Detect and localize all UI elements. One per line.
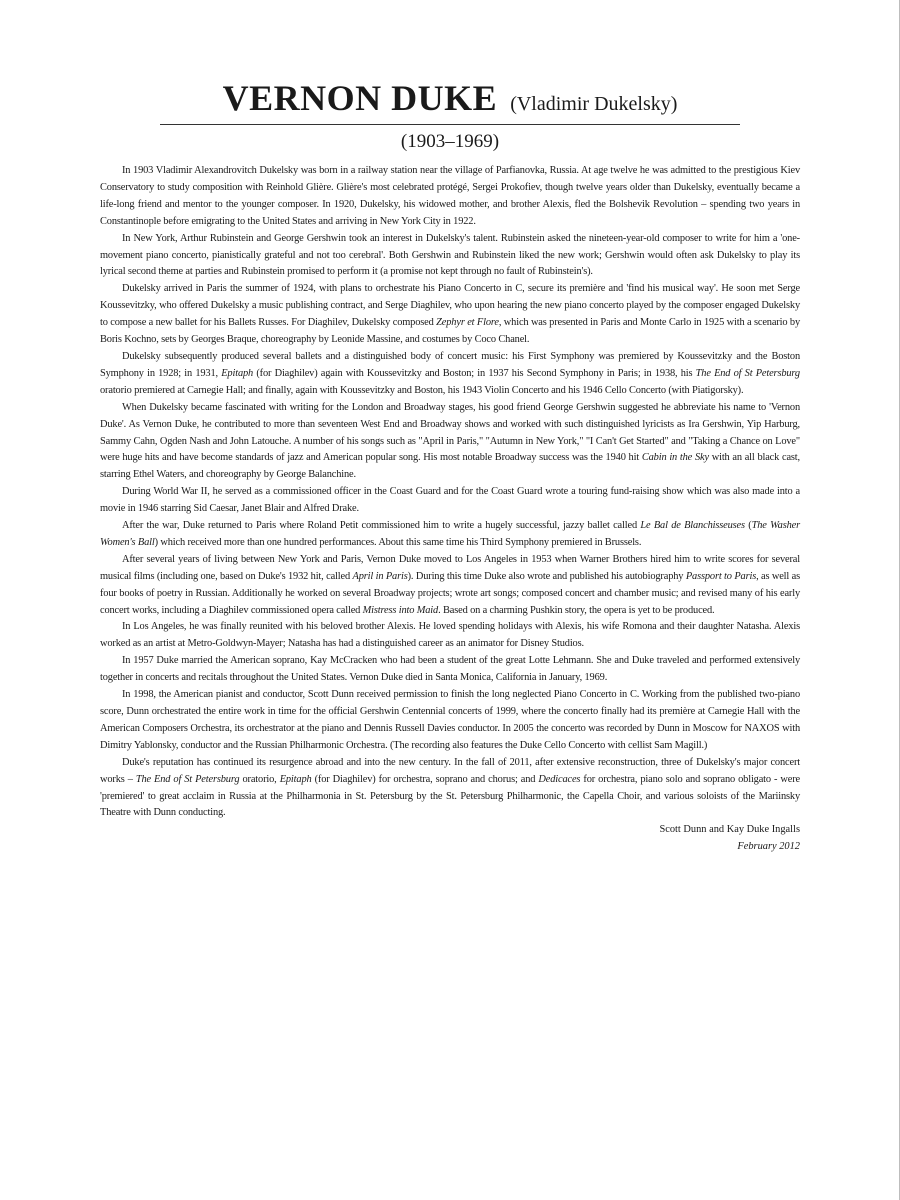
work-title: Mistress into Maid xyxy=(362,604,439,616)
work-title: Passport to Paris xyxy=(685,570,757,582)
text: Dukelsky arrived in Paris the summer of 1924, with plans to orchestrate his Piano Concerto in C, secure its première and 'find his musical way'. He soon met Serge Koussevitzky, who offered Dukelsky a music publishing contract, and Serge Diaghilev, who upon hearing the new piano concerto played by the composer engaged Dukelsky to compose a new ballet for his Ballets Russes. For Diaghilev, Dukelsky composed xyxy=(100,283,800,329)
signature-date: February 2012 xyxy=(737,841,800,853)
biography-text xyxy=(100,163,800,822)
text: , which was presented in Paris and Monte Carlo in 1925 with a scenario by Boris Kochno, sets by Georges Braque, choreography by Leonide Massine, and costumes by Coco Chanel. xyxy=(100,317,800,346)
text: Duke's reputation has continued its resurgence abroad and into the new century. In the fall of 2011, after extensive reconstruction, three of Dukelsky's major concert works – xyxy=(100,756,800,785)
paragraph-8 xyxy=(100,552,800,620)
work-title: The End of St Petersburg xyxy=(135,773,240,785)
signature-block xyxy=(100,822,800,856)
work-title: Le Bal de Blanchisseuses xyxy=(640,520,745,532)
text: During World War II, he served as a commissioned officer in the Coast Guard and for the Coast Guard wrote a touring fund-raising show which was also made into a movie in 1946 starring Sid Caesar, Janet Blair and Alfred Drake. xyxy=(100,486,800,515)
work-title: Cabin in the Sky xyxy=(641,452,709,464)
work-title: Dedicaces xyxy=(538,773,581,785)
work-title: Epitaph xyxy=(221,367,254,379)
text: ( xyxy=(744,520,752,532)
text: with an all black cast, starring Ethel Waters, and choreography by George Balanchine. xyxy=(100,452,800,481)
title-rule xyxy=(160,124,740,125)
page-title xyxy=(100,80,800,116)
text: (for Diaghilev) for orchestra, soprano and chorus; and xyxy=(311,773,539,785)
paragraph-5 xyxy=(100,400,800,485)
text: ) which received more than one hundred performances. About this same time his Third Symphony premiered in Brussels. xyxy=(154,536,642,548)
text: , as well as four books of poetry in Russian. Additionally he worked on several Broadway projects; wrote art songs; composed concert and chamber music; and revised many of his early concert works, including a Diaghilev commissioned opera called xyxy=(100,570,800,616)
paragraph-6 xyxy=(100,484,800,518)
text: In 1998, the American pianist and conductor, Scott Dunn received permission to finish the long neglected Piano Concerto in C. Working from the published two-piano score, Dunn orchestrated the entire work in time for the official Gershwin Centennial concerts of 1999, where the concerto finally had its première at Carnegie Hall with the American Composers Orchestra, its orchestrator at the piano and Dennis Russell Davies conductor. In 2005 the concerto was recorded by Dunn in Moscow for NAXOS with Dimitry Yablonsky, conductor and the Russian Philharmonic Orchestra. (The recording also features the Duke Cello Concerto with cellist Sam Magill.) xyxy=(100,689,800,751)
signature-authors: Scott Dunn and Kay Duke Ingalls xyxy=(659,824,800,836)
paragraph-10 xyxy=(100,653,800,687)
text: oratorio, xyxy=(239,773,280,785)
work-title: The End of St Petersburg xyxy=(695,367,800,379)
text: (for Diaghilev) again with Koussevitzky and Boston; in 1937 his Second Symphony in Paris; in 1938, his xyxy=(253,367,696,379)
text: In 1903 Vladimir Alexandrovitch Dukelsky was born in a railway station near the village of Parfianovka, Russia. At age twelve he was admitted to the prestigious Kiev Conservatory to study composition with Reinhold Glière. Glière's most celebrated protégé, Sergei Prokofiev, though twelve years older than Dukelsky, eventually became a life-long friend and mentor to the younger composer. In 1920, Dukelsky, his widowed mother, and brother Alexis, fled the Bolshevik Revolution – spending two years in Constantinople before emigrating to the United States and arriving in New York City in 1922. xyxy=(100,165,800,227)
paragraph-12 xyxy=(100,755,800,823)
text: In New York, Arthur Rubinstein and George Gershwin took an interest in Dukelsky's talent. Rubinstein asked the nineteen-year-old composer to write for him a 'one-movement piano concerto, pianistically grateful and not too cerebral'. Both Gershwin and Rubinstein liked the new work; Gershwin would often ask Dukelsky to play its lyrical second theme at parties and Rubinstein promised to perform it (a promise not kept through no fault of Rubinstein's). xyxy=(100,232,800,278)
paragraph-1 xyxy=(100,163,800,231)
text: After the war, Duke returned to Paris where Roland Petit commissioned him to write a hugely successful, jazzy ballet called xyxy=(122,520,641,532)
paragraph-7 xyxy=(100,518,800,552)
document-body xyxy=(100,80,800,856)
paragraph-11 xyxy=(100,687,800,755)
text: . Based on a charming Pushkin story, the opera is yet to be produced. xyxy=(438,604,715,616)
text: In 1957 Duke married the American soprano, Kay McCracken who had been a student of the great Lotte Lehmann. She and Duke traveled and performed extensively together in concerts and recitals throughout the United States. Vernon Duke died in Santa Monica, California in January, 1969. xyxy=(100,655,800,684)
text: Dukelsky subsequently produced several ballets and a distinguished body of concert music: his First Symphony was premiered by Koussevitzky and the Boston Symphony in 1928; in 1931, xyxy=(100,350,800,379)
work-title: Zephyr et Flore xyxy=(436,317,499,329)
text: In Los Angeles, he was finally reunited with his beloved brother Alexis. He loved spending holidays with Alexis, his wife Romona and their daughter Natasha. Alexis worked as an artist at Metro-Goldwyn-Mayer; Natasha has had a distinguished career as an animator for Disney Studios. xyxy=(100,621,800,650)
paragraph-9 xyxy=(100,619,800,653)
text: After several years of living between New York and Paris, Vernon Duke moved to Los Angeles in 1953 when Warner Brothers hired him to write scores for several musical films (including one, based on Duke's 1932 hit, called xyxy=(100,553,800,582)
work-title: April in Paris xyxy=(352,570,408,582)
paragraph-4 xyxy=(100,349,800,400)
title-dates: (1903–1969) xyxy=(400,131,500,152)
paragraph-3 xyxy=(100,281,800,349)
work-title: Epitaph xyxy=(279,773,312,785)
text: for orchestra, piano solo and soprano obligato - were 'premiered' to great acclaim in Russia at the Philharmonia in St. Petersburg by the St. Petersburg Philharmonic, the Capella Choir, and various soloists of the Mariinsky Theatre with Dunn conducting. xyxy=(100,773,801,819)
paragraph-2 xyxy=(100,231,800,282)
work-title: The Washer Women's Ball xyxy=(100,520,800,548)
title-alt-name: (Vladimir Dukelsky) xyxy=(510,93,678,115)
text: When Dukelsky became fascinated with writing for the London and Broadway stages, his good friend George Gershwin suggested he abbreviate his name to 'Vernon Duke'. As Vernon Duke, he contributed to more than seventeen West End and Broadway shows and worked with such distinguished lyricists as Ira Gershwin, Yip Harburg, Sammy Cahn, Ogden Nash and John Latouche. A number of his songs such as "April in Paris," "Autumn in New York," "I Can't Get Started" and "Taking a Chance on Love" were huge hits and have become standards of jazz and American popular song. His most notable Broadway success was the 1940 hit xyxy=(100,401,800,464)
text: ). During this time Duke also wrote and published his autobiography xyxy=(407,570,686,582)
text: oratorio premiered at Carnegie Hall; and finally, again with Koussevitzky and Boston, his 1943 Violin Concerto and his 1946 Cello Concerto (with Piatigorsky). xyxy=(100,384,744,396)
title-name: VERNON DUKE xyxy=(222,78,498,118)
